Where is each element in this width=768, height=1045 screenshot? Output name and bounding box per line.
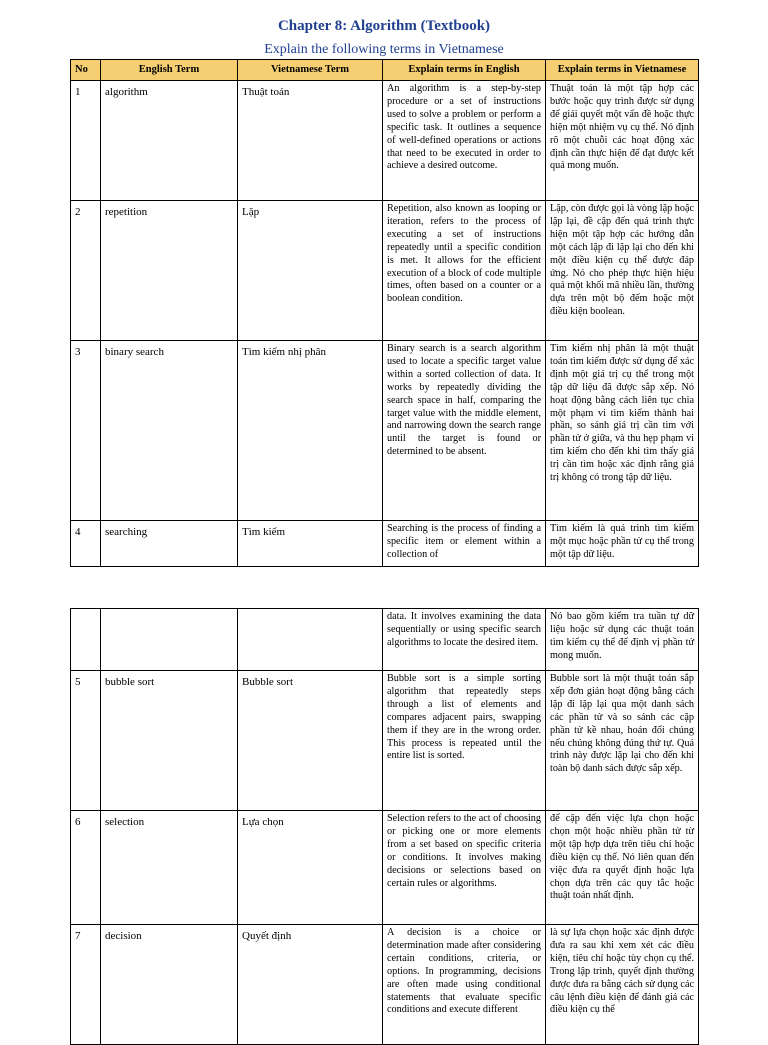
table-row [71, 201, 699, 341]
column-header-explain-english: Explain terms in English [383, 60, 546, 81]
vietnamese-term: Lựa chọn [238, 811, 383, 925]
column-header-explain-vietnamese: Explain terms in Vietnamese [546, 60, 699, 81]
english-explanation: Repetition, also known as looping or iteration, refers to the process of executing a set of instructions repeatedly until a specific condition is met. It allows for the efficient execution of a block of code multiple times, often based on a counter or a boolean condition. [383, 201, 546, 341]
table-row [71, 609, 699, 671]
vietnamese-explanation: Tìm kiếm là quá trình tìm kiếm một mục hoặc phần tử cụ thể trong một tập dữ liệu. [546, 521, 699, 567]
vietnamese-term: Lặp [238, 201, 383, 341]
english-term: algorithm [101, 81, 238, 201]
vietnamese-term [238, 609, 383, 671]
row-number [71, 609, 101, 671]
english-explanation: An algorithm is a step-by-step procedure or a set of instructions used to solve a problem or perform a specific task. It outlines a sequence of well-defined operations or actions that need to be executed in order to achieve a desired outcome. [383, 81, 546, 201]
vietnamese-explanation: là sự lựa chọn hoặc xác định được đưa ra sau khi xem xét các điều kiện, tiêu chí hoặc tùy chọn cụ thể. Trong lập trình, quyết định thường được đưa ra bằng cách sử dụng các câu lệnh điều kiện để đánh giá các điều kiện cụ thể [546, 925, 699, 1045]
column-header-vietnamese-term: Vietnamese Term [238, 60, 383, 81]
row-number: 7 [71, 925, 101, 1045]
english-term: bubble sort [101, 671, 238, 811]
row-number: 2 [71, 201, 101, 341]
english-term: repetition [101, 201, 238, 341]
column-header-english-term: English Term [101, 60, 238, 81]
english-term: decision [101, 925, 238, 1045]
english-term: binary search [101, 341, 238, 521]
english-explanation: data. It involves examining the data sequentially or using specific search algorithms to locate the desired item. [383, 609, 546, 671]
page-title: Chapter 8: Algorithm (Textbook) [277, 18, 491, 34]
vietnamese-explanation: Lặp, còn được gọi là vòng lặp hoặc lặp lại, đề cập đến quá trình thực hiện một tập hợp các hướng dẫn một cách lặp đi lặp lại cho đến khi một điều kiện cụ thể được đáp ứng. Nó cho phép thực hiện hiệu quả một khối mã nhiều lần, thường dựa trên một bộ đếm hoặc một điều kiện boolean. [546, 201, 699, 341]
vietnamese-explanation: để cập đến việc lựa chọn hoặc chọn một hoặc nhiều phần tử từ một tập hợp dựa trên tiêu chí hoặc điều kiện cụ thể. Nó liên quan đến việc đưa ra quyết định hoặc lựa chọn dựa trên các quy tắc hoặc thuật toán nhất định. [546, 811, 699, 925]
table-row [71, 521, 699, 567]
vietnamese-term: Bubble sort [238, 671, 383, 811]
english-explanation: A decision is a choice or determination made after considering certain conditions, criteria, or options. In programming, decisions are often made using conditional statements that evaluate specific conditions and execute different [383, 925, 546, 1045]
column-header-no: No [71, 60, 101, 81]
english-explanation: Binary search is a search algorithm used to locate a specific target value within a sorted collection of data. It works by repeatedly dividing the search space in half, comparing the target value with the middle element, and narrowing down the search range until the target is found or determined to be absent. [383, 341, 546, 521]
row-number: 4 [71, 521, 101, 567]
row-number: 5 [71, 671, 101, 811]
english-term: searching [101, 521, 238, 567]
table-row [71, 341, 699, 521]
table-header-row [71, 60, 699, 81]
vietnamese-term: Thuật toán [238, 81, 383, 201]
row-number: 3 [71, 341, 101, 521]
english-term [101, 609, 238, 671]
terms-table-part-1 [70, 59, 699, 567]
english-term: selection [101, 811, 238, 925]
table-row [71, 811, 699, 925]
table-row [71, 925, 699, 1045]
row-number: 1 [71, 81, 101, 201]
vietnamese-explanation: Nó bao gồm kiểm tra tuần tự dữ liệu hoặc sử dụng các thuật toán tìm kiếm cụ thể để định vị phần tử mong muốn. [546, 609, 699, 671]
table-row [71, 671, 699, 811]
vietnamese-term: Tìm kiếm nhị phân [238, 341, 383, 521]
vietnamese-explanation: Thuật toán là một tập hợp các bước hoặc quy trình được sử dụng để giải quyết một vấn đề hoặc thực hiện một nhiệm vụ cụ thể. Nó định rõ một chuỗi các hoạt động xác định cần thực hiện để đạt được kết quả mong muốn. [546, 81, 699, 201]
english-explanation: Bubble sort is a simple sorting algorithm that repeatedly steps through a list of elements and compares adjacent pairs, swapping them if they are in the wrong order. This process is repeated until the entire list is sorted. [383, 671, 546, 811]
row-number: 6 [71, 811, 101, 925]
vietnamese-term: Tìm kiếm [238, 521, 383, 567]
terms-table-part-2 [70, 608, 699, 1045]
vietnamese-explanation: Bubble sort là một thuật toán sắp xếp đơn giản hoạt động bằng cách lặp đi lặp lại qua một danh sách các phần tử và so sánh các cặp phần tử kề nhau, hoán đổi chúng nếu chúng không đúng thứ tự. Quá trình này được lặp lại cho đến khi toàn bộ danh sách được sắp xếp. [546, 671, 699, 811]
vietnamese-term: Quyết định [238, 925, 383, 1045]
english-explanation: Searching is the process of finding a specific item or element within a collection of [383, 521, 546, 567]
english-explanation: Selection refers to the act of choosing or picking one or more elements from a set based on specific criteria or conditions. It involves making decisions or selections based on certain rules or algorithms. [383, 811, 546, 925]
vietnamese-explanation: Tìm kiếm nhị phân là một thuật toán tìm kiếm được sử dụng để xác định một giá trị cụ thể trong một tập dữ liệu đã được sắp xếp. Nó hoạt động bằng cách liên tục chia một phạm vi tìm kiếm thành hai phần, so sánh giá trị cần tìm với phần tử ở giữa, và thu hẹp phạm vi tìm kiếm cho đến khi tìm thấy giá trị cần tìm hoặc xác định rằng giá trị không có trong tập dữ liệu. [546, 341, 699, 521]
table-row [71, 81, 699, 201]
page-subtitle: Explain the following terms in Vietnamese [264, 42, 504, 57]
